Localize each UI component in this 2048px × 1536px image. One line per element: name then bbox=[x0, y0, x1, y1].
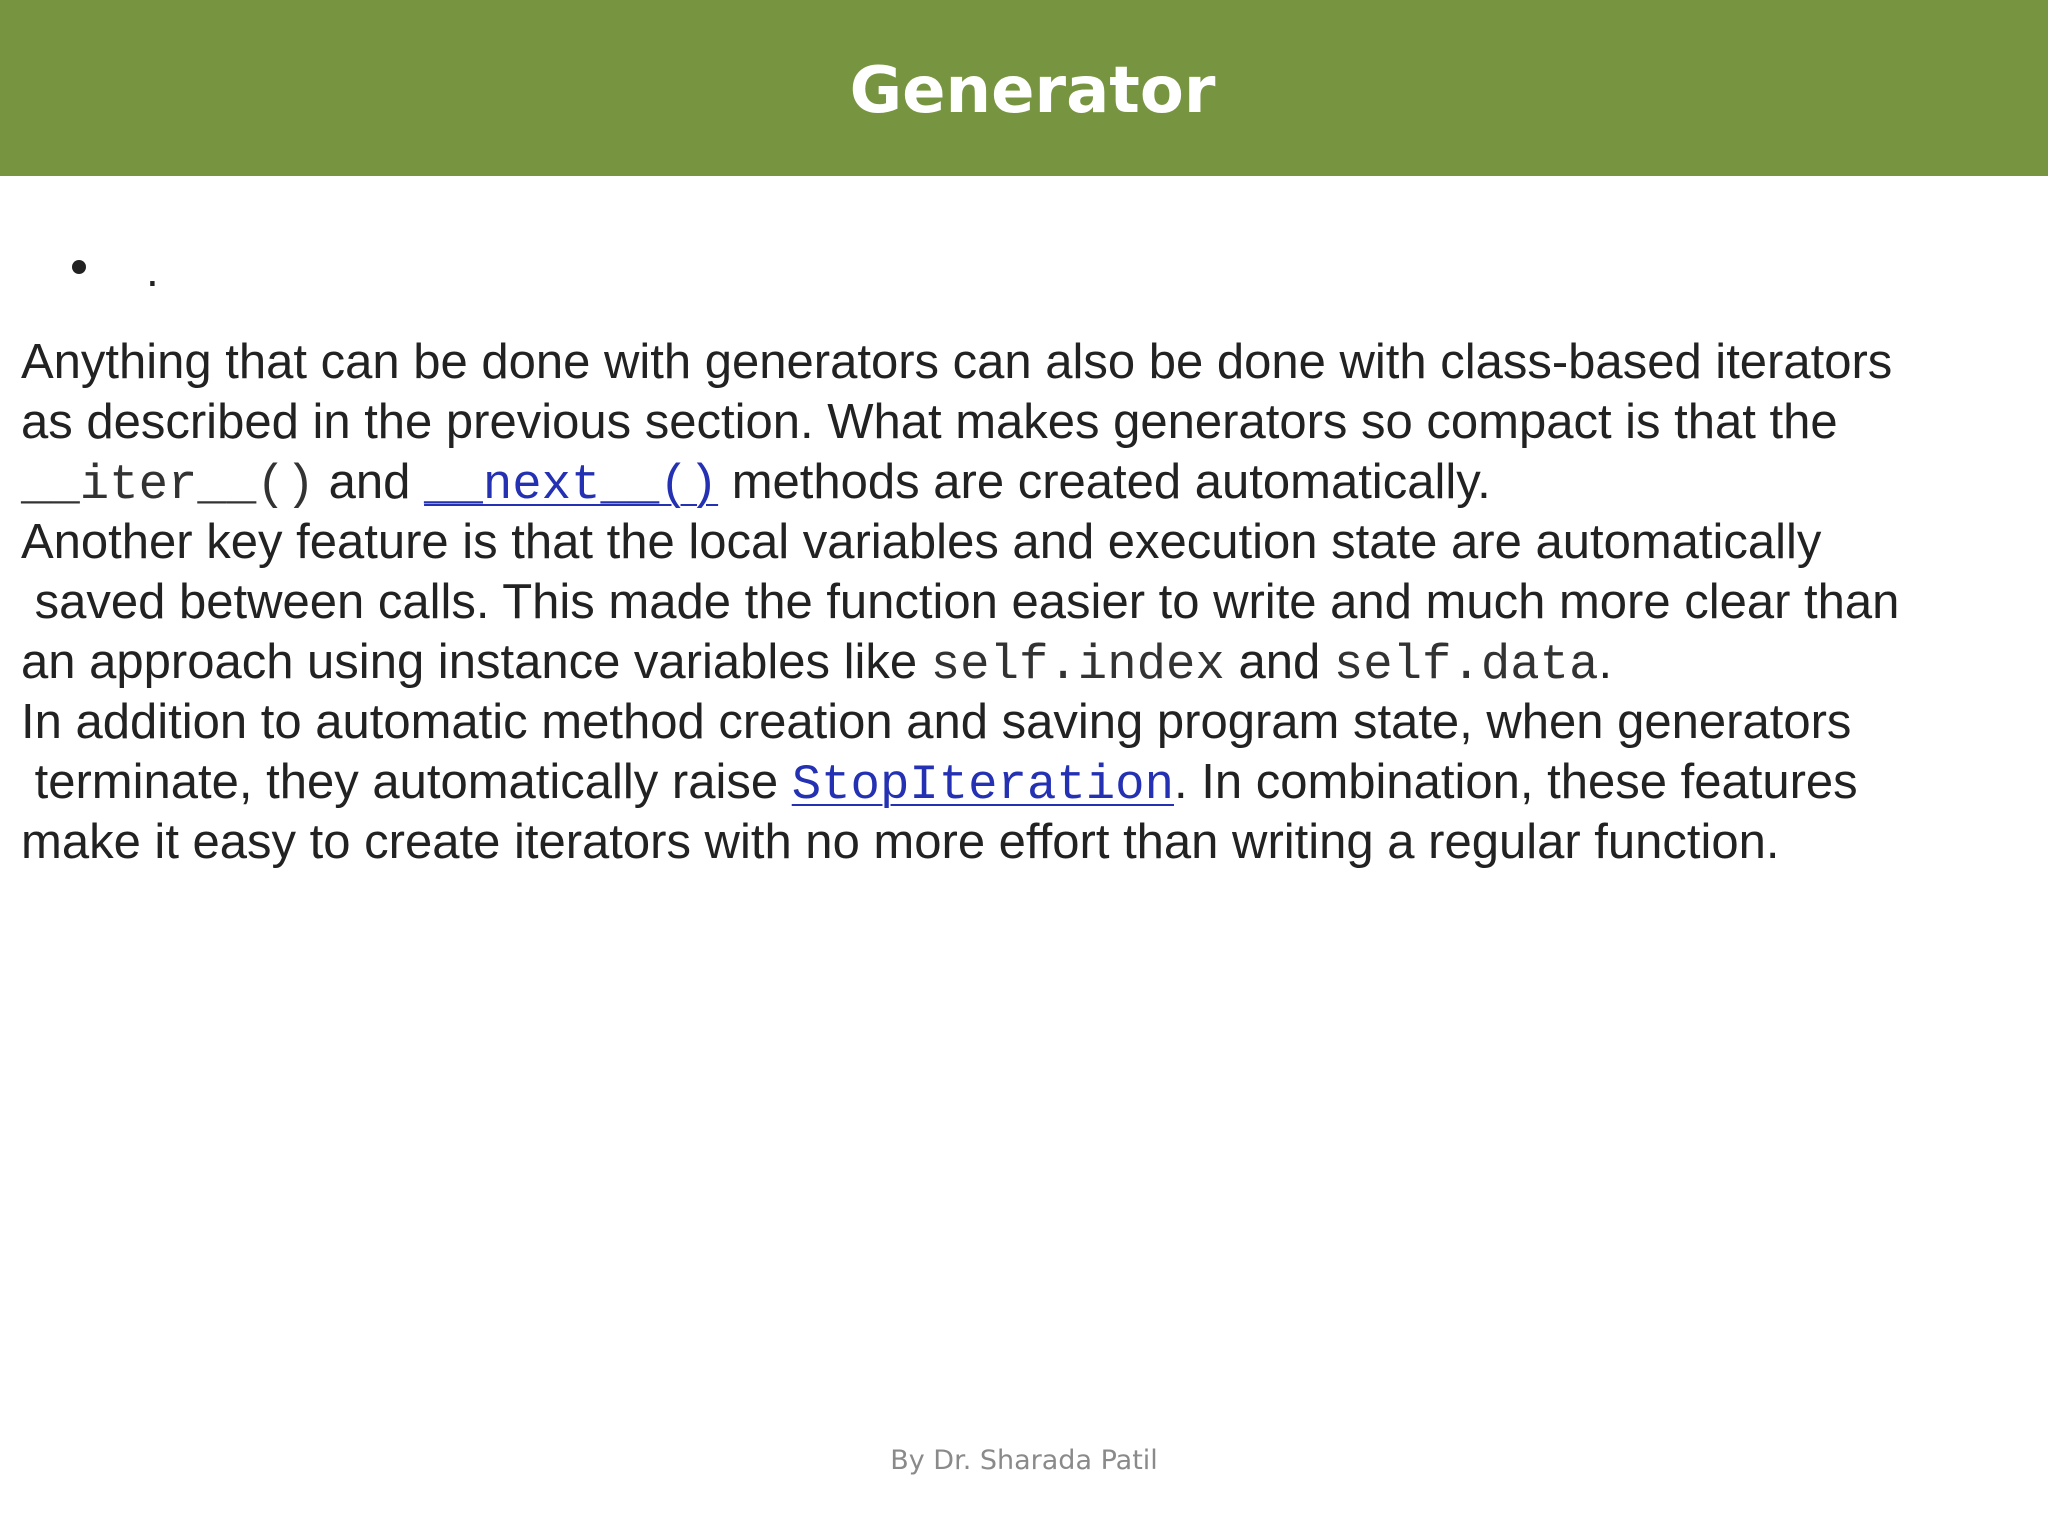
slide-title: Generator bbox=[849, 54, 1216, 128]
paragraph2-line2: saved between calls. This made the function easier to write and much more clear than bbox=[21, 575, 1900, 629]
period-text: . bbox=[1598, 635, 1613, 689]
paragraph3-line2-text: terminate, they automatically raise bbox=[21, 755, 792, 809]
paragraph1-line3 bbox=[21, 452, 2041, 512]
and-text-2: and bbox=[1224, 635, 1334, 689]
paragraph1-line1: Anything that can be done with generators can also be done with class-based iterators bbox=[21, 335, 1893, 389]
paragraph1-line2: as described in the previous section. What makes generators so compact is that the bbox=[21, 395, 1838, 449]
body-text bbox=[21, 332, 2041, 872]
bullet-item bbox=[62, 240, 262, 300]
next-method-link[interactable]: __next__() bbox=[424, 457, 719, 513]
bullet-dot-icon bbox=[72, 260, 86, 274]
paragraph3-line1: In addition to automatic method creation and saving program state, when generators bbox=[21, 695, 1852, 749]
iter-method-code: __iter__() bbox=[21, 457, 316, 513]
stopiteration-link[interactable]: StopIteration bbox=[791, 757, 1174, 813]
self-data-code: self.data bbox=[1333, 637, 1599, 693]
paragraph3-line2 bbox=[21, 752, 2041, 812]
paragraph2-line3 bbox=[21, 632, 2041, 692]
paragraph2-line1: Another key feature is that the local variables and execution state are automatically bbox=[21, 515, 1822, 569]
paragraph2-line3-text: an approach using instance variables like bbox=[21, 635, 931, 689]
footer-author: By Dr. Sharada Patil bbox=[890, 1445, 1158, 1476]
paragraph3-line3: make it easy to create iterators with no more effort than writing a regular function. bbox=[21, 815, 1780, 869]
paragraph1-line3-rest: methods are created automatically. bbox=[718, 455, 1491, 509]
paragraph3-line2-rest: . In combination, these features bbox=[1174, 755, 1858, 809]
self-index-code: self.index bbox=[930, 637, 1225, 693]
bullet-text: . bbox=[146, 244, 159, 296]
title-bar bbox=[0, 0, 2048, 176]
and-text: and bbox=[315, 455, 425, 509]
